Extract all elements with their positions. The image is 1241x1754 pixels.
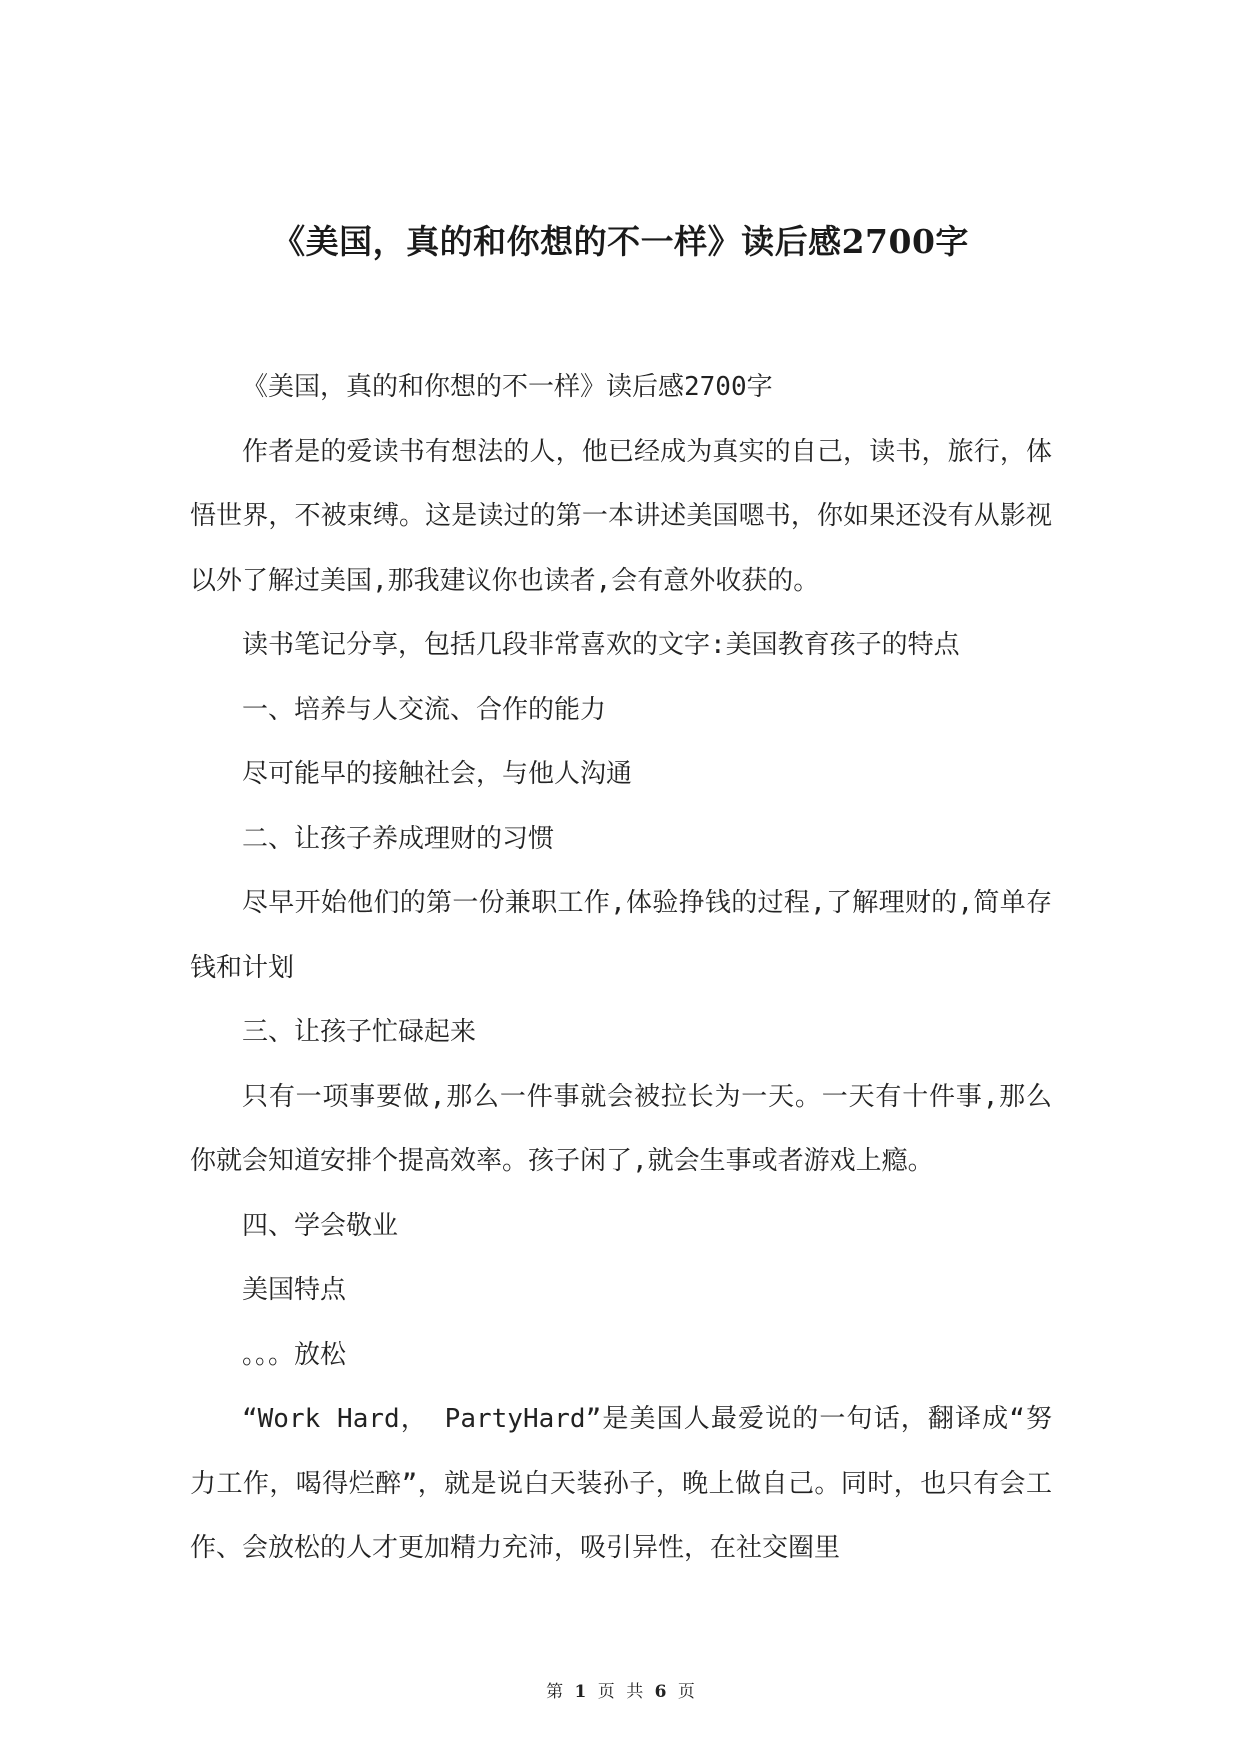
footer-prefix: 第 [546, 1682, 564, 1702]
page-footer [0, 1680, 1241, 1704]
paragraph-notes-intro: 读书笔记分享，包括几段非常喜欢的文字:美国教育孩子的特点 [242, 630, 960, 660]
paragraph-repeated-title: 《美国，真的和你想的不一样》读后感2700字 [242, 372, 773, 402]
footer-suffix: 页 [677, 1682, 695, 1702]
paragraph-us-features: 美国特点 [242, 1275, 347, 1305]
footer-current-page: 1 [574, 1682, 587, 1702]
footer-total-pages: 6 [654, 1682, 667, 1702]
paragraph-heading-1: 一、培养与人交流、合作的能力 [242, 694, 607, 725]
document-body [190, 355, 1052, 1581]
paragraph-text-2: 尽早开始他们的第一份兼职工作,体验挣钱的过程,了解理财的,简单存钱和计划 [190, 888, 1052, 983]
paragraph-heading-2: 二、让孩子养成理财的习惯 [242, 823, 555, 854]
footer-page-word: 页 [597, 1682, 615, 1702]
document-title: 《美国，真的和你想的不一样》读后感2700字 [272, 222, 969, 261]
paragraph-text-1: 尽可能早的接触社会，与他人沟通 [242, 759, 633, 789]
paragraph-heading-4: 四、学会敬业 [242, 1210, 399, 1241]
paragraph-text-3: 只有一项事要做,那么一件事就会被拉长为一天。一天有十件事,那么你就会知道安排个提高效率。孩子闲了,就会生事或者游戏上瘾。 [190, 1081, 1052, 1176]
paragraph-relax: 。。。放松 [242, 1339, 347, 1370]
paragraph-intro: 作者是的爱读书有想法的人，他已经成为真实的自己，读书，旅行，体悟世界，不被束缚。这是读过的第一本讲述美国嗯书，你如果还没有从影视以外了解过美国,那我建议你也读者,会有意外收获的。 [190, 436, 1052, 596]
paragraph-heading-3: 三、让孩子忙碌起来 [242, 1017, 477, 1047]
footer-total-word: 共 [626, 1682, 644, 1702]
paragraph-work-hard: “Work Hard， PartyHard”是美国人最爱说的一句话，翻译成“努力工作，喝得烂醉”，就是说白天装孙子，晚上做自己。同时，也只有会工作、会放松的人才更加精力充沛，吸引异性，在社交圈里 [190, 1404, 1052, 1563]
